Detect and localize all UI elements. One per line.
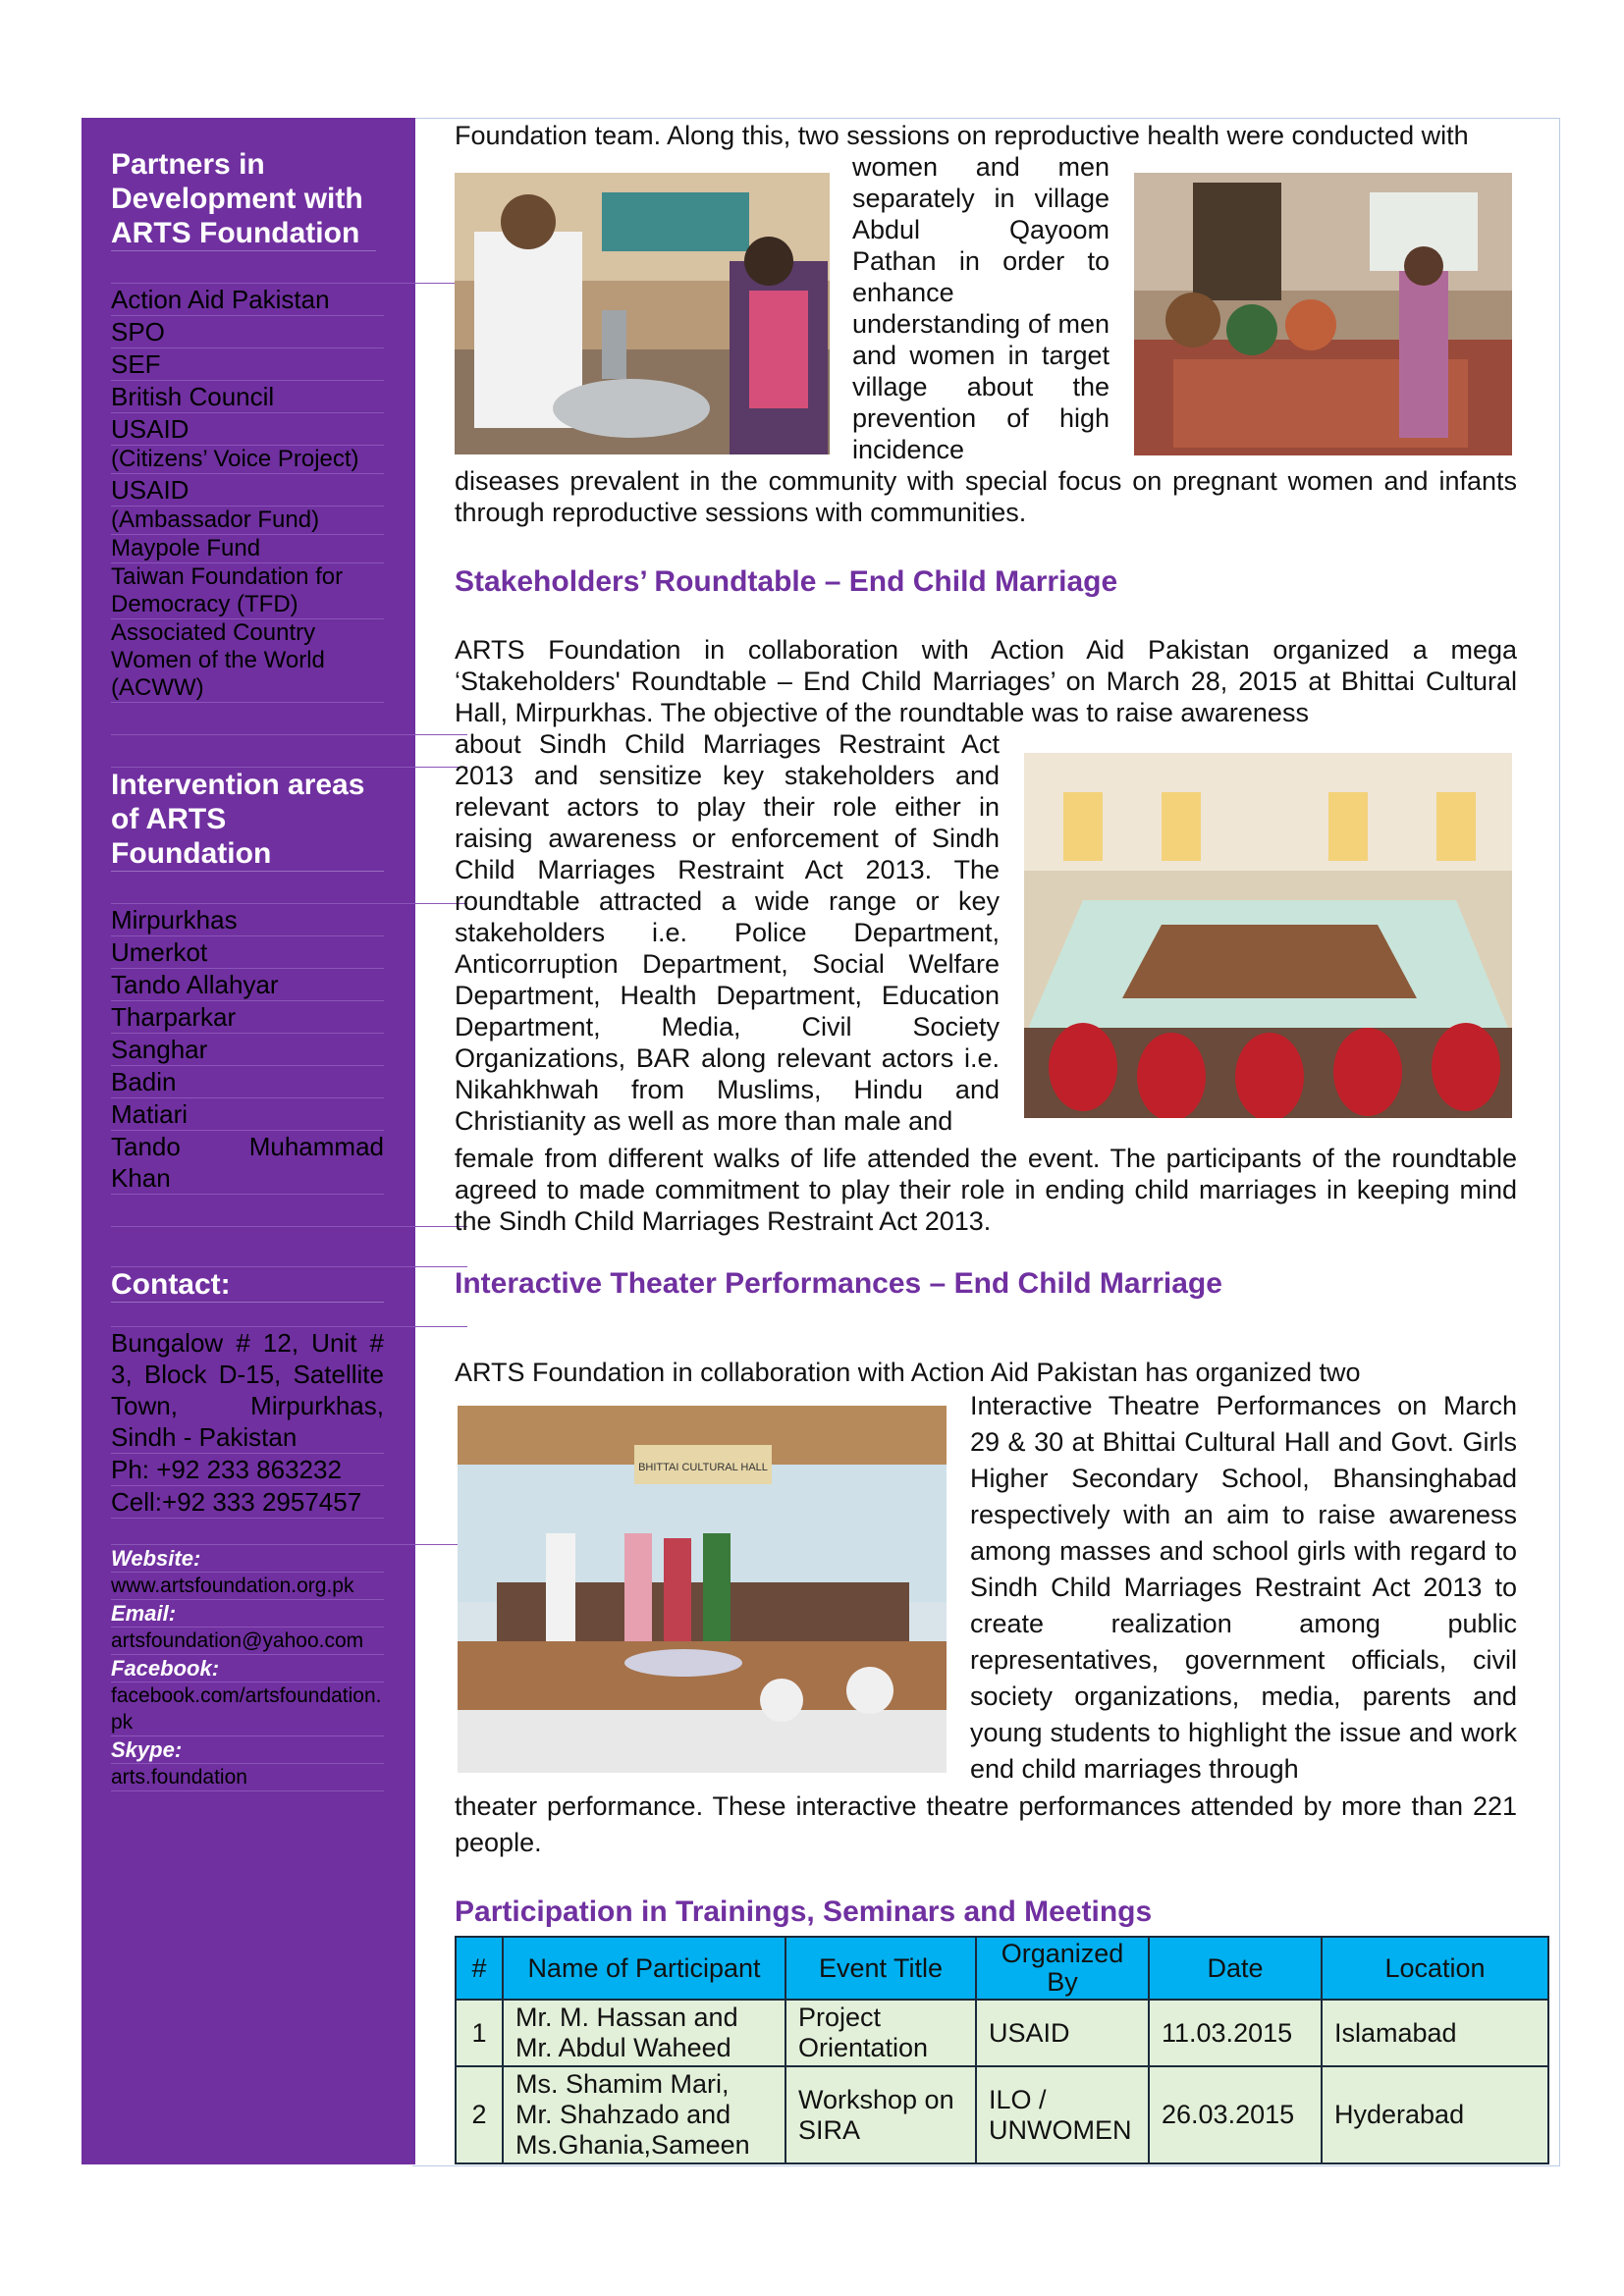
photo-health-session-right <box>1134 173 1512 455</box>
participation-table <box>455 1936 1549 2164</box>
contact-heading: Contact: <box>111 1267 384 1303</box>
area-item: Matiari <box>111 1098 384 1131</box>
event-title: Project Orientation <box>785 2000 976 2066</box>
area-item: Badin <box>111 1066 384 1098</box>
website-link[interactable]: www.artsfoundation.org.pk <box>111 1573 384 1600</box>
email-label: Email: <box>111 1600 384 1628</box>
event-location: Islamabad <box>1322 2000 1548 2066</box>
partner-item: British Council <box>111 381 384 413</box>
photo-health-session-left <box>455 173 830 454</box>
partner-item: Associated Country Women of the World (ACWW) <box>111 619 384 703</box>
area-item: Mirpurkhas <box>111 904 384 936</box>
organizer: USAID <box>976 2000 1149 2066</box>
website-label: Website: <box>111 1545 384 1573</box>
photo-roundtable <box>1024 753 1512 1118</box>
event-date: 11.03.2015 <box>1149 2000 1322 2066</box>
intervention-heading: Intervention areas of ARTS Foundation <box>111 768 384 872</box>
facebook-label: Facebook: <box>111 1655 384 1682</box>
section1-first-line: Foundation team. Along this, two sessions on reproductive health were conducted with <box>455 121 1469 150</box>
event-title: Workshop on SIRA <box>785 2066 976 2163</box>
partner-item: USAID <box>111 413 384 446</box>
section3-intro: ARTS Foundation in collaboration with Action Aid Pakistan has organized two <box>455 1358 1361 1387</box>
facebook-link[interactable]: facebook.com/artsfoundation.pk <box>111 1682 384 1736</box>
area-item: Tharparkar <box>111 1001 384 1034</box>
row-number: 2 <box>456 2066 503 2163</box>
table-header-row <box>456 1937 1548 2000</box>
partner-item: Action Aid Pakistan <box>111 284 384 316</box>
partner-item: SEF <box>111 348 384 381</box>
section1-middle-text: women and men separately in village Abdul Qayoom Pathan in order to enhance understanding of men and women in target village about the prevention of high incidence <box>852 152 1110 464</box>
partner-item: (Citizens’ Voice Project) <box>111 446 384 474</box>
area-item: Tando Muhammad Khan <box>111 1132 384 1193</box>
skype-label: Skype: <box>111 1736 384 1764</box>
organizer: ILO / UNWOMEN <box>976 2066 1149 2163</box>
section2-intro: ARTS Foundation in collaboration with Action Aid Pakistan organized a mega ‘Stakeholders' Roundtable – End Child Marriages’ on March 28, 2015 at Bhittai Cultural Hall, Mirpurkhas. The objective of the roundtable was to raise awareness <box>455 635 1517 727</box>
col-organizer: Organized By <box>976 1937 1149 2000</box>
partner-item: Maypole Fund <box>111 535 384 563</box>
contact-cell: Cell:+92 333 2957457 <box>111 1486 384 1519</box>
area-item: Tando Allahyar <box>111 969 384 1001</box>
section2-wrap-text: about Sindh Child Marriages Restraint Act 2013 and sensitize key stakeholders and relevant actors to play their role either in raising awareness or enforcement of Sindh Child Marriages Restraint Act 2013. The roundtable attracted a wide range or key stakeholders i.e. Police Department, Anticorruption Department, Social Welfare Department, Health Department, Education Department, Media, Civil Society Organizations, BAR along relevant actors i.e. Nikahkhwah from Muslims, Hindu and Christianity as well as more than male and <box>455 729 1000 1136</box>
event-date: 26.03.2015 <box>1149 2066 1322 2163</box>
section2-tail-text: female from different walks of life attended the event. The participants of the roundtable agreed to made commitment to play their role in ending child marriages in keeping mind the Sindh Child Marriages Restraint Act 2013. <box>455 1144 1517 1236</box>
skype-id: arts.foundation <box>111 1764 384 1791</box>
col-participant: Name of Participant <box>503 1937 785 2000</box>
table-row <box>456 2066 1548 2163</box>
event-location: Hyderabad <box>1322 2066 1548 2163</box>
sidebar <box>81 118 415 2164</box>
col-date: Date <box>1149 1937 1322 2000</box>
partner-item: (Ambassador Fund) <box>111 507 384 535</box>
participant-name: Mr. M. Hassan and Mr. Abdul Waheed <box>503 2000 785 2066</box>
section2-heading: Stakeholders’ Roundtable – End Child Marriage <box>455 565 1118 598</box>
partner-item: USAID <box>111 474 384 507</box>
area-item: Umerkot <box>111 936 384 969</box>
partner-item: SPO <box>111 316 384 348</box>
partners-list <box>111 284 384 703</box>
section3-heading: Interactive Theater Performances – End Child Marriage <box>455 1267 1222 1300</box>
contact-phone: Ph: +92 233 863232 <box>111 1454 384 1486</box>
contact-address: Bungalow # 12, Unit # 3, Block D-15, Satellite Town, Mirpurkhas, Sindh - Pakistan <box>111 1328 384 1452</box>
partners-heading: Partners in Development with ARTS Foundation <box>111 147 376 251</box>
table-row <box>456 2000 1548 2066</box>
participant-name: Ms. Shamim Mari, Mr. Shahzado and Ms.Ghania,Sameen <box>503 2066 785 2163</box>
col-location: Location <box>1322 1937 1548 2000</box>
area-item: Sanghar <box>111 1034 384 1066</box>
section3-wrap-text: Interactive Theatre Performances on March 29 & 30 at Bhittai Cultural Hall and Govt. Girls Higher Secondary School, Bhansinghabad respectively with an aim to raise awareness among masses and school girls with regard to Sindh Child Marriages Restraint Act 2013 to create realization among public representatives, government officials, civil society organizations, media, parents and young students to highlight the issue and work end child marriages through <box>970 1391 1517 1784</box>
photo-theatre-performance <box>458 1406 947 1773</box>
col-number: # <box>456 1937 503 2000</box>
section1-tail-text: diseases prevalent in the community with special focus on pregnant women and infants through reproductive sessions with communities. <box>455 466 1517 527</box>
col-event: Event Title <box>785 1937 976 2000</box>
partner-item: Taiwan Foundation for Democracy (TFD) <box>111 563 384 619</box>
areas-list <box>111 904 384 1195</box>
row-number: 1 <box>456 2000 503 2066</box>
section3-tail-text: theater performance. These interactive theatre performances attended by more than 221 people. <box>455 1791 1517 1857</box>
photo-banner-text: BHITTAI CULTURAL HALL <box>638 1462 768 1473</box>
email-link[interactable]: artsfoundation@yahoo.com <box>111 1628 384 1655</box>
section4-heading: Participation in Trainings, Seminars and Meetings <box>455 1896 1153 1928</box>
